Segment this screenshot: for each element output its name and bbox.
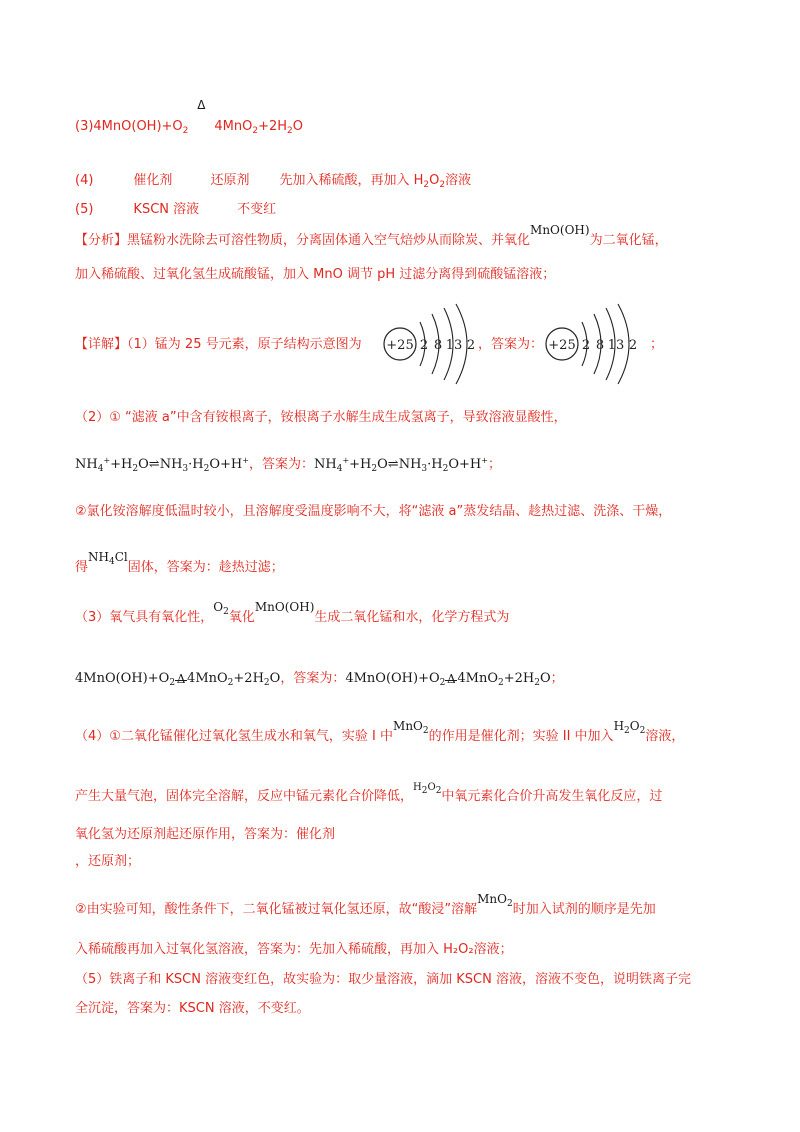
detail-part-2-line-3: ②氯化铵溶解度低温时较小，且溶解度受温度影响不大，将“滤液 a”蒸发结晶、趁热过滤、洗涤、干燥， (75, 504, 672, 519)
shell-1-count: 2 (419, 338, 429, 353)
detail-part-1-end: ； (650, 337, 664, 352)
shell-4-count: 2 (628, 338, 638, 353)
oxidation-equation-answer: $4MnO(OH)+O_2$ Δ $4MnO_2+2H_2O$ (345, 671, 551, 688)
atom-diagram-1 (382, 302, 482, 388)
detail-part-2-line-1: （2）① “滤液 a”中含有铵根离子，铵根离子水解生成生成氢离子，导致溶液显酸性， (75, 410, 567, 425)
nucleus-charge: +25 (386, 338, 414, 353)
analysis-line-1: 【分析】黑锰粉水洗除去可溶性物质，分离固体通入空气焙炒从而除炭、并氧化MnO(OH)为二氧化锰， (75, 223, 668, 248)
answer-3-equation: $(3)4MnO(OH)+O_2$ Δ $4MnO_2+2H_2O$ (75, 98, 304, 136)
detail-part-5-line-2: 全沉淀，答案为：KSCN 溶液，不变红。 (75, 1001, 310, 1016)
atom-diagram-2 (544, 302, 648, 388)
shell-3-count: 13 (445, 338, 463, 353)
detail-part-4-line-6: 入稀硫酸再加入过氧化氢溶液，答案为：先加入稀硫酸，再加入 H₂O₂溶液； (75, 942, 513, 957)
nucleus-charge: +25 (548, 338, 576, 353)
heating-condition: Δ (197, 98, 206, 112)
answer-4: (4) 催化剂 还原剂 先加入稀硫酸，再加入 $H_2O_2$溶液 (75, 173, 472, 190)
detail-part-4-line-4: ，还原剂； (75, 854, 141, 869)
hydrolysis-equation-answer: $NH_4^++H_2O\rightleftharpoons NH_3\cdot H_2O+H^+$ (313, 456, 488, 474)
detail-part-2-equation-line: $NH_4^++H_2O\rightleftharpoons NH_3\cdot H_2O+H^+$，答案为：$NH_4^++H_2O\rightleftharpoons NH_3\cdot H_2O+H^+$； (75, 456, 501, 474)
oxidation-equation: $4MnO(OH)+O_2$ Δ $4MnO_2+2H_2O$ (75, 671, 281, 688)
shell-1-count: 2 (581, 338, 591, 353)
detail-part-4-line-2: 产生大量气泡，固体完全溶解，反应中锰元素化合价降低，$^{H2O2}$中氧元素化合价升高发生氧化反应，过 (75, 782, 663, 804)
shell-2-count: 8 (595, 338, 605, 353)
detail-part-1: 【详解】（1）锰为 25 号元素，原子结构示意图为 (75, 337, 362, 352)
detail-part-5-line-1: （5）铁离子和 KSCN 溶液变红色，故实验为：取少量溶液，滴加 KSCN 溶液，溶液不变色，说明铁离子完 (75, 972, 691, 987)
detail-part-1-answer: ，答案为： (478, 337, 544, 352)
answer-5: (5) KSCN 溶液 不变红 (75, 202, 277, 217)
detail-part-4-line-3: 氧化氢为还原剂起还原作用，答案为：催化剂 (75, 827, 336, 842)
detail-part-3-line-1: （3）氧气具有氧化性，$O_2$氧化MnO(OH)生成二氧化锰和水，化学方程式为 (75, 600, 510, 625)
detail-part-2-line-4: 得$NH_4Cl$固体，答案为：趁热过滤； (75, 550, 284, 575)
detail-part-4-line-5: ②由实验可知，酸性条件下，二氧化锰被过氧化氢还原，故“酸浸”溶解MnO$_2$时加入试剂的顺序是先加 (75, 892, 656, 917)
shell-3-count: 13 (607, 338, 625, 353)
analysis-line-2: 加入稀硫酸、过氧化氢生成硫酸锰，加入 MnO 调节 pH 过滤分离得到硫酸锰溶液； (75, 267, 556, 282)
detail-part-4-line-1: （4）①二氧化锰催化过氧化氢生成水和氧气，实验 I 中MnO$_2$的作用是催化剂；实验 II 中加入$H_2O_2$溶液， (75, 719, 685, 744)
shell-4-count: 2 (466, 338, 476, 353)
detail-part-3-equation-line: $4MnO(OH)+O_2$ Δ $4MnO_2+2H_2O$，答案为：$4MnO(OH)+O_2$ Δ $4MnO_2+2H_2O$； (75, 671, 564, 688)
shell-2-count: 8 (433, 338, 443, 353)
hydrolysis-equation: $NH_4^++H_2O\rightleftharpoons NH_3\cdot H_2O+H^+$ (75, 456, 249, 474)
